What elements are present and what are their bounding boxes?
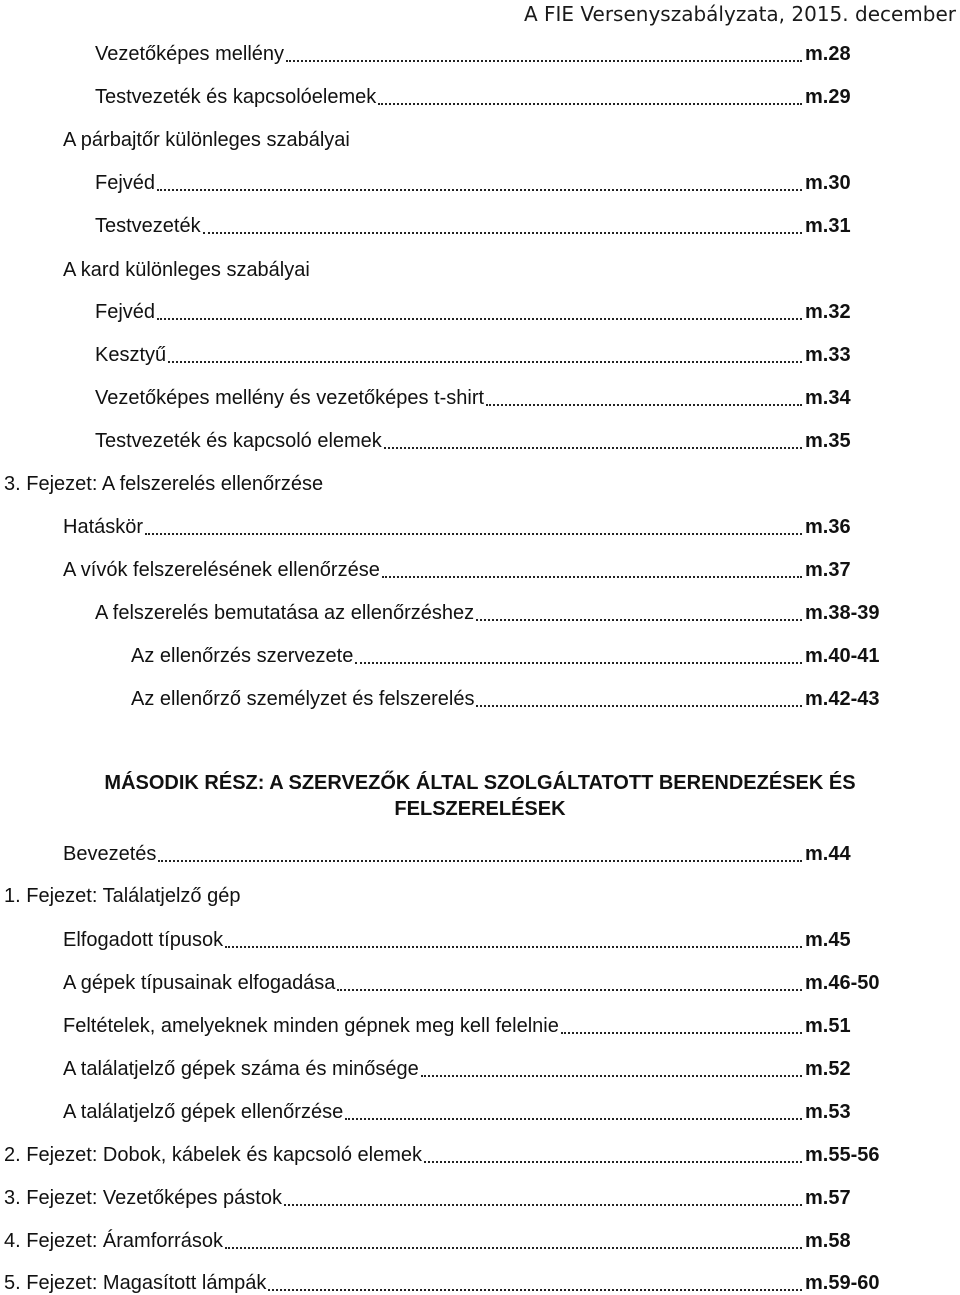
toc-entry[interactable] [95, 210, 885, 238]
toc-entry-page: m.59-60 [805, 1272, 880, 1294]
toc-entry[interactable] [4, 1182, 885, 1210]
toc-entry-page: m.37 [805, 559, 851, 581]
dot-leader [421, 1074, 802, 1077]
dot-leader [424, 1160, 802, 1163]
dot-leader [157, 317, 802, 320]
toc-entry[interactable] [95, 38, 885, 66]
dot-leader [157, 188, 802, 191]
toc-entry-page: m.45 [805, 929, 851, 951]
toc-entry-title: A vívók felszerelésének ellenőrzése [63, 559, 380, 581]
toc-entry[interactable] [95, 382, 885, 410]
page-header: A FIE Versenyszabályzata, 2015. december [523, 2, 956, 26]
toc-entry-title: Az ellenőrző személyzet és felszerelés [131, 688, 475, 710]
toc-entry-page: m.53 [805, 1101, 851, 1123]
toc-entry-title: Testvezeték [95, 215, 201, 237]
toc-chapter-heading: 1. Fejezet: Találatjelző gép [4, 885, 241, 907]
toc-entry[interactable] [4, 1139, 885, 1167]
dot-leader [145, 532, 802, 535]
toc-entry-title: Kesztyű [95, 344, 167, 366]
toc-entry-page: m.55-56 [805, 1144, 880, 1166]
toc-entry[interactable] [131, 683, 885, 711]
dot-leader [168, 360, 802, 363]
toc-entry-title: Vezetőképes mellény és vezetőképes t-shirt [95, 387, 485, 409]
dot-leader [355, 661, 802, 664]
dot-leader [476, 704, 802, 707]
toc-entry[interactable] [63, 967, 885, 995]
toc-entry[interactable] [95, 81, 885, 109]
toc-entry-title: Feltételek, amelyeknek minden gépnek meg kell felelnie [63, 1015, 559, 1037]
dot-leader [286, 59, 802, 62]
toc-entry-page: m.42-43 [805, 688, 880, 710]
toc-entry[interactable] [63, 1096, 885, 1124]
toc-entry-title: 3. Fejezet: Vezetőképes pástok [4, 1187, 282, 1209]
toc-entry-title: A felszerelés bemutatása az ellenőrzéshez [95, 602, 475, 624]
toc-entry[interactable] [95, 296, 885, 324]
toc-entry-title: 5. Fejezet: Magasított lámpák [4, 1272, 267, 1294]
toc-entry-title: A találatjelző gépek száma és minősége [63, 1058, 419, 1080]
dot-leader [378, 102, 802, 105]
dot-leader [382, 575, 802, 578]
toc-entry-page: m.40-41 [805, 645, 880, 667]
toc-entry-page: m.29 [805, 86, 851, 108]
dot-leader [384, 446, 802, 449]
toc-entry-page: m.52 [805, 1058, 851, 1080]
toc-entry[interactable] [95, 339, 885, 367]
section-title: MÁSODIK RÉSZ: A SZERVEZŐK ÁLTAL SZOLGÁLTATOTT BERENDEZÉSEK ÉS FELSZERELÉSEK [104, 772, 856, 820]
toc-entry[interactable] [63, 1053, 885, 1081]
toc-entry[interactable] [63, 924, 885, 952]
dot-leader [284, 1203, 802, 1206]
toc-entry-title: Elfogadott típusok [63, 929, 224, 951]
toc-chapter-heading: 3. Fejezet: A felszerelés ellenőrzése [4, 473, 324, 495]
toc-entry-page: m.58 [805, 1230, 851, 1252]
toc-entry[interactable] [4, 1225, 885, 1253]
toc-entry-title: Hatáskör [63, 516, 144, 538]
toc-entry-page: m.38-39 [805, 602, 880, 624]
toc-entry-title: Fejvéd [95, 172, 156, 194]
toc-entry-page: m.46-50 [805, 972, 880, 994]
dot-leader [225, 1246, 802, 1249]
toc-entry[interactable] [63, 838, 885, 866]
toc-entry-page: m.51 [805, 1015, 851, 1037]
toc-entry-page: m.31 [805, 215, 851, 237]
toc-entry[interactable] [95, 425, 885, 453]
dot-leader [337, 988, 802, 991]
toc-entry[interactable] [95, 167, 885, 195]
dot-leader [476, 618, 802, 621]
dot-leader [561, 1031, 802, 1034]
dot-leader [345, 1117, 802, 1120]
toc-entry-title: Fejvéd [95, 301, 156, 323]
toc-entry-title: Bevezetés [63, 843, 157, 865]
toc-entry[interactable] [95, 597, 885, 625]
toc-entry[interactable] [4, 1267, 885, 1295]
toc-entry-title: Testvezeték és kapcsolóelemek [95, 86, 377, 108]
dot-leader [203, 231, 802, 234]
toc-entry-title: Testvezeték és kapcsoló elemek [95, 430, 382, 452]
toc-entry-title: Az ellenőrzés szervezete [131, 645, 354, 667]
toc-entry[interactable] [63, 1010, 885, 1038]
toc-entry-page: m.57 [805, 1187, 851, 1209]
toc-entry-title: A találatjelző gépek ellenőrzése [63, 1101, 344, 1123]
toc-entry-page: m.36 [805, 516, 851, 538]
toc-heading: A kard különleges szabályai [63, 259, 310, 281]
toc-entry-page: m.28 [805, 43, 851, 65]
toc-entry-title: A gépek típusainak elfogadása [63, 972, 336, 994]
dot-leader [486, 403, 802, 406]
toc-entry-title: 4. Fejezet: Áramforrások [4, 1230, 223, 1252]
toc-entry-page: m.32 [805, 301, 851, 323]
toc-entry[interactable] [131, 640, 885, 668]
dot-leader [268, 1288, 802, 1291]
toc-heading: A párbajtőr különleges szabályai [63, 129, 350, 151]
toc-entry[interactable] [63, 554, 885, 582]
dot-leader [225, 945, 802, 948]
toc-entry-page: m.30 [805, 172, 851, 194]
toc-entry-page: m.35 [805, 430, 851, 452]
toc-entry-title: Vezetőképes mellény [95, 43, 285, 65]
toc-entry[interactable] [63, 511, 885, 539]
toc-entry-page: m.44 [805, 843, 851, 865]
dot-leader [158, 859, 802, 862]
toc-entry-title: 2. Fejezet: Dobok, kábelek és kapcsoló elemek [4, 1144, 422, 1166]
toc-entry-page: m.33 [805, 344, 851, 366]
toc-entry-page: m.34 [805, 387, 851, 409]
